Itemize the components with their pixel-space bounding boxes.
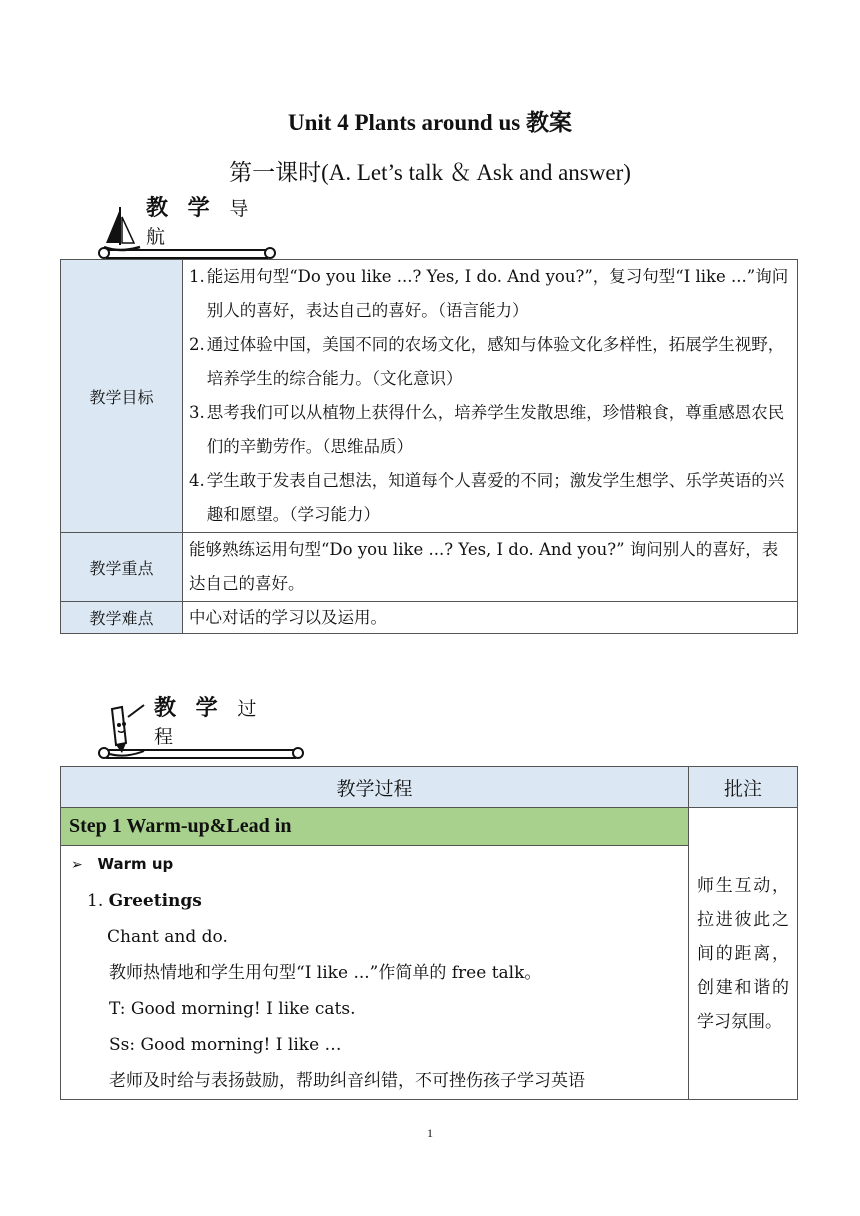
key-points-label: 教学重点 (61, 533, 183, 602)
goal-item: 3. 思考我们可以从植物上获得什么，培养学生发散思维，珍惜粮食，尊重感恩农民们的辛勤劳作。（思维品质） (189, 403, 785, 456)
banner-teaching-guide-big: 教 学 (146, 196, 216, 221)
objectives-table (60, 259, 798, 634)
greetings-item: 1. Greetings (87, 891, 202, 911)
banner-teaching-process (100, 696, 296, 759)
goal-item: 4. 学生敢于发表自己想法，知道每个人喜爱的不同；激发学生想学、乐学英语的兴趣和愿望。（学习能力） (189, 471, 785, 524)
banner-teaching-process-big: 教 学 (154, 696, 224, 721)
banner-teaching-guide-small: 导 航 (146, 198, 255, 248)
goal-item: 1. 能运用句型“Do you like ...? Yes, I do. And you?”，复习句型“I like ...”询问别人的喜好，表达自己的喜好。（语言能力） (189, 267, 789, 320)
banner-teaching-process-small: 过 程 (154, 698, 263, 748)
document-subtitle: 第一课时(A. Let’s talk ＆ Ask and answer) (229, 160, 631, 185)
banner-divider (106, 249, 268, 259)
process-line: T: Good morning! I like cats. (109, 999, 356, 1019)
key-points-text: 能够熟练运用句型“Do you like ...? Yes, I do. And you?” 询问别人的喜好，表达自己的喜好。 (183, 533, 798, 602)
step-1-heading: Step 1 Warm-up&Lead in (61, 808, 689, 846)
warm-up-item: ➢ Warm up (61, 846, 688, 883)
process-content (61, 846, 689, 1100)
goals-cell (183, 260, 798, 533)
goals-label: 教学目标 (61, 260, 183, 533)
goal-item: 2. 通过体验中国，美国不同的农场文化，感知与体验文化多样性，拓展学生视野，培养学生的综合能力。（文化意识） (189, 335, 785, 388)
document-title: Unit 4 Plants around us 教案 (288, 110, 572, 135)
column-header-notes: 批注 (689, 767, 798, 808)
process-table (60, 766, 798, 1100)
process-line: 老师及时给与表扬鼓励，帮助纠音纠错，不可挫伤孩子学习英语 (109, 1071, 585, 1091)
teacher-note: 师生互动，拉进彼此之间的距离，创建和谐的学习氛围。 (689, 808, 798, 1100)
banner-teaching-guide (100, 196, 268, 259)
column-header-process: 教学过程 (61, 767, 689, 808)
process-line: Chant and do. (107, 927, 228, 947)
banner-divider (106, 749, 296, 759)
process-line: 教师热情地和学生用句型“I like ...”作简单的 free talk。 (109, 963, 542, 983)
difficult-points-label: 教学难点 (61, 602, 183, 634)
difficult-points-text: 中心对话的学习以及运用。 (183, 602, 798, 634)
process-line: Ss: Good morning! I like … (109, 1035, 342, 1055)
arrow-bullet-icon: ➢ (71, 857, 83, 873)
page-number: 1 (427, 1126, 433, 1140)
